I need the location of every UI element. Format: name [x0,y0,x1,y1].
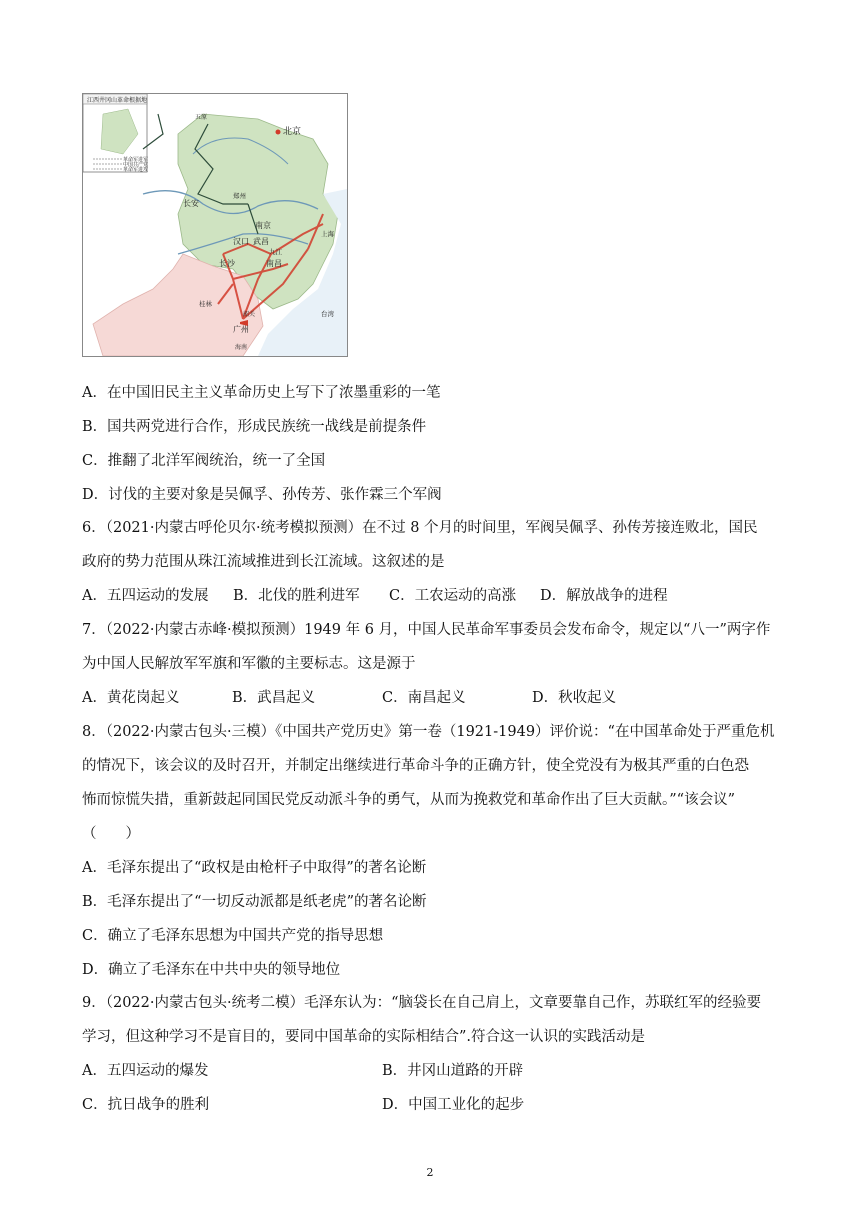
q6-option-a: A．五四运动的发展 [82,588,209,604]
map-legend-2: 中国共产党 [123,162,149,168]
q6-option-b: B．北伐的胜利进军 [233,588,360,604]
map-label-changsha: 长沙 [219,259,235,268]
q8-answer-blank: （ ） [82,826,140,842]
q9-options-row2 [82,1095,524,1115]
map-label-hankou: 汉口 [233,237,249,246]
map-label-wuchang: 武昌 [253,237,269,246]
q7-option-c: C．南昌起义 [382,690,466,706]
q8-option-c: C．确立了毛泽东思想为中国共产党的指导思想 [82,928,384,944]
map-label-shanghai: 上海 [321,230,334,238]
q9-option-a: A．五四运动的爆发 [82,1063,209,1079]
q9-option-b: B．井冈山道路的开辟 [382,1063,524,1079]
q7-stem-line1: 7．（2022·内蒙古赤峰·模拟预测）1949 年 6 月，中国人民革命军事委员会发布命令，规定以“八一”两字作 [82,622,771,638]
q6-stem-line1: 6．（2021·内蒙古呼伦贝尔·统考模拟预测）在不过 8 个月的时间里，军阀吴佩孚、孙传芳接连败北，国民 [82,520,758,536]
map-label-guilin: 桂林 [199,300,212,308]
q9-stem-line1: 9．（2022·内蒙古包头·统考二模）毛泽东认为：“脑袋长在自己肩上，文章要靠自己作，苏联红军的经验要 [82,995,762,1011]
q5-option-c: C．推翻了北洋军阀统治，统一了全国 [82,453,326,469]
map-legend-1: 革命军进军 [123,157,149,163]
q5-option-d: D．讨伐的主要对象是吴佩孚、孙传芳、张作霖三个军阀 [82,487,442,503]
q6-option-d: D．解放战争的进程 [540,588,668,604]
q8-stem-line3: 怖而惊慌失措，重新鼓起同国民党反动派斗争的勇气，从而为挽救党和革命作出了巨大贡献。”“该会议” [82,792,735,808]
q8-option-d: D．确立了毛泽东在中共中央的领导地位 [82,962,341,978]
q7-stem-line2: 为中国人民解放军军旗和军徽的主要标志。这是源于 [82,656,416,672]
q6-option-c: C．工农运动的高涨 [389,588,517,604]
map-inset-title: 江西井冈山革命根据地 [87,97,148,104]
q9-stem-line2: 学习，但这种学习不是盲目的，要同中国革命的实际相结合”.符合这一认识的实践活动是 [82,1029,646,1045]
q8-option-a: A．毛泽东提出了“政权是由枪杆子中取得”的著名论断 [82,860,427,876]
map-label-shaoguan: 韶关 [243,311,256,318]
page-number: 2 [426,1166,434,1179]
map-label-wuyuan: 五原 [195,114,208,121]
q7-option-d: D．秋收起义 [532,690,617,706]
q5-option-b: B．国共两党进行合作，形成民族统一战线是前提条件 [82,419,427,435]
q8-option-b: B．毛泽东提出了“一切反动派都是纸老虎”的著名论断 [82,894,427,910]
q9-option-c: C．抗日战争的胜利 [82,1097,210,1113]
map-label-nanchang: 南昌 [266,259,282,268]
q8-stem-line1: 8．（2022·内蒙古包头·三模）《中国共产党历史》第一卷（1921-1949）评价说：“在中国革命处于严重危机 [82,724,775,740]
map-label-hainan: 海南 [235,344,248,351]
q5-option-a: A．在中国旧民主主义革命历史上写下了浓墨重彩的一笔 [82,385,441,401]
q7-option-a: A．黄花岗起义 [82,690,180,706]
q9-option-d: D．中国工业化的起步 [382,1097,525,1113]
q6-options [82,586,668,606]
map-label-jiujiang: 九江 [269,248,282,256]
map-label-zhengzhou: 郑州 [233,192,246,200]
q7-option-b: B．武昌起义 [232,690,316,706]
q6-stem-line2: 政府的势力范围从珠江流域推进到长江流域。这叙述的是 [82,554,445,570]
map-label-beijing: 北京 [283,127,302,137]
map-label-taiwan: 台湾 [321,310,334,318]
map-label-changan: 长安 [183,199,199,208]
q8-stem-line2: 的情况下，该会议的及时召开，并制定出继续进行革命斗争的正确方针，使全党没有为极其严重的白色恐 [82,758,749,774]
map-legend-3: 革命军进攻 [123,167,149,173]
northern-expedition-map [82,93,348,357]
map-label-guangzhou: 广州 [233,325,249,334]
map-label-nanjing: 南京 [255,221,271,230]
q7-options [82,688,616,708]
q9-options-row1 [82,1061,523,1081]
